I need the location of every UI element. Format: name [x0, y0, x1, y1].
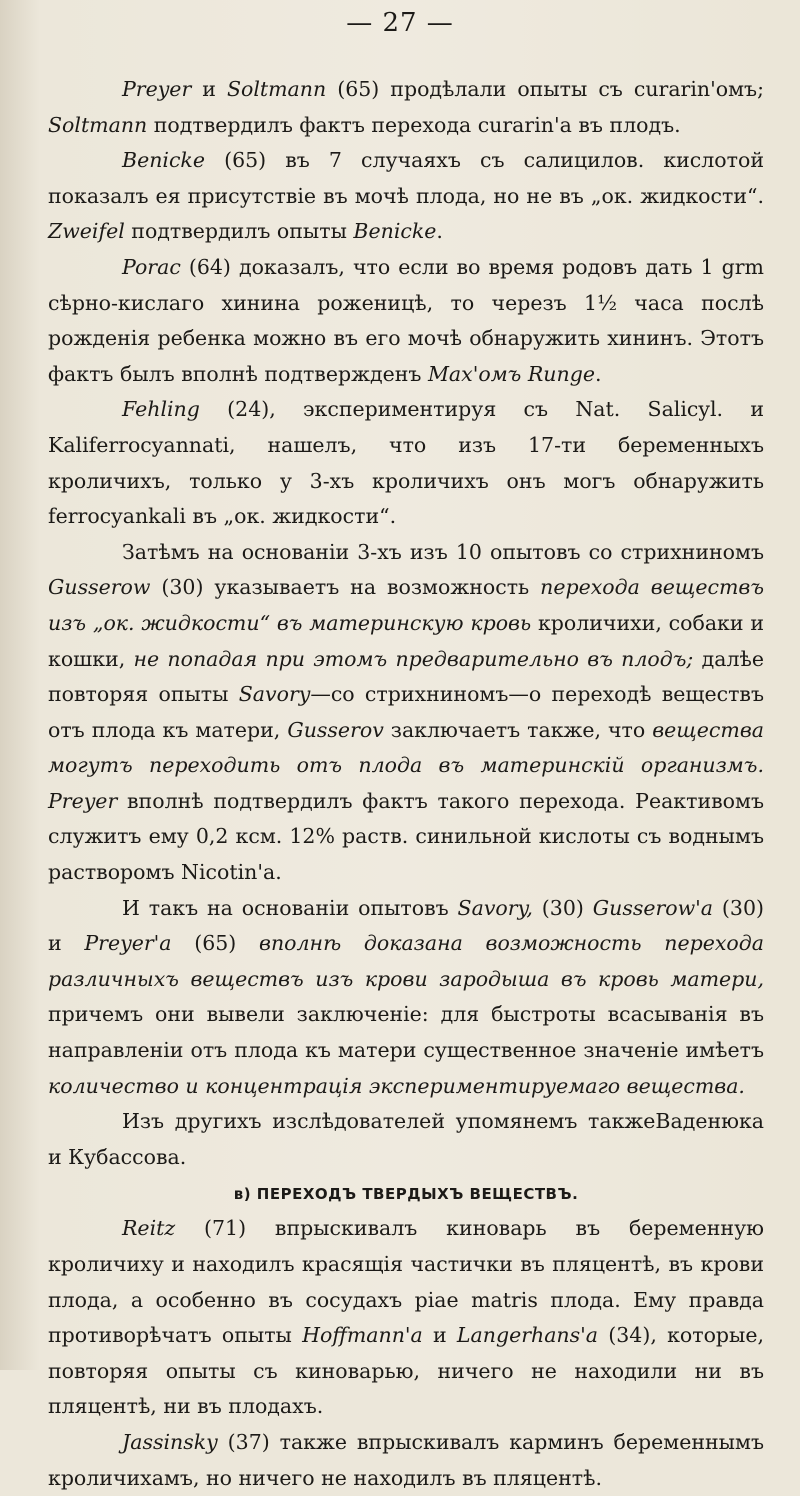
italic-span: Gusserow'a — [592, 895, 714, 920]
text-span: (24), экспериментируя съ Nat. Salicyl. и Kaliferrocyannati, нашелъ, что изъ 17-ти беременныхъ кроличихъ, только у 3-хъ кроличихъ онъ могъ обнаружить ferrocyankali въ „ок. жидкости“. — [48, 397, 764, 529]
italic-span: Benicke — [122, 148, 205, 173]
italic-span: Preyer — [122, 77, 192, 101]
text-span: и — [191, 77, 227, 101]
paragraph-p8 — [48, 1211, 764, 1425]
italic-span: Preyer — [48, 788, 118, 813]
text-span: (65) въ 7 случаяхъ съ салицилов. кислотой показалъ ея присутствіе въ мочѣ плода, но не въ „ок. жидкости“. — [48, 148, 764, 208]
paragraph-p4 — [48, 392, 764, 534]
italic-span: Zweifel — [48, 219, 125, 244]
italic-span: Preyer'a — [84, 931, 172, 956]
italic-span: не попадая при этомъ предварительно въ плодъ; — [133, 646, 694, 671]
italic-span: Savory, — [457, 895, 533, 920]
text-span: Затѣмъ на основаніи 3-хъ изъ 10 опытовъ со стрихниномъ — [122, 539, 764, 564]
text-span: далѣе повторяя опыты — [48, 646, 764, 707]
text-span: . — [436, 219, 443, 244]
italic-span: Porac — [122, 254, 181, 279]
italic-span: Gusserow — [48, 575, 151, 600]
italic-span: Savory — [238, 682, 311, 707]
page-number: — 27 — — [346, 8, 454, 38]
paragraph-group-1 — [48, 72, 764, 1175]
body-text — [48, 72, 764, 1496]
italic-span: Fehling — [122, 397, 200, 422]
italic-span: перехода веществъ изъ „ок. жидкости“ въ материнскую кровь — [48, 575, 764, 635]
paragraph-p7 — [48, 1104, 764, 1175]
paragraph-p5 — [48, 535, 764, 891]
paragraph-p1 — [48, 72, 764, 143]
italic-span: Мах'омъ Runge — [427, 361, 595, 386]
paragraph-p3 — [48, 250, 764, 392]
italic-span: Langerhans'a — [456, 1323, 599, 1348]
text-span: (65) продѣлали опыты съ curarin'омъ; — [326, 77, 764, 101]
section-heading: в) ПЕРЕХОДЪ ТВЕРДЫХЪ ВЕЩЕСТВЪ. — [233, 1185, 579, 1204]
text-span: заключаетъ также, что — [383, 717, 653, 742]
paragraph-group-2 — [48, 1211, 764, 1496]
text-span: подтвердилъ фактъ перехода curarin'a въ плодъ. — [147, 112, 681, 137]
italic-span: Benicke — [353, 219, 437, 244]
text-span: причемъ они вывели заключеніе: для быстроты всасыванія въ направленіи отъ плода къ матери существенное значеніе имѣетъ — [48, 1002, 764, 1063]
text-span: (71) впрыскивалъ киноварь въ беременную кроличиху и находилъ красящія частички въ пляцентѣ, въ крови плода, а особенно въ сосудахъ ріае matris плода. Ему правда противорѣчатъ опыты — [48, 1216, 764, 1348]
italic-span: Jassinsky — [122, 1429, 218, 1454]
italic-span: количество и концентрація экспериментируемаго вещества. — [48, 1073, 745, 1098]
paragraph-p2 — [48, 143, 764, 250]
italic-span: Reitz — [122, 1216, 176, 1241]
italic-span: Soltmann — [226, 77, 327, 101]
paragraph-p6 — [48, 891, 764, 1105]
text-span: И такъ на основаніи опытовъ — [122, 895, 458, 920]
text-span: (34), которые, повторяя опыты съ киноварью, ничего не находили ни въ пляцентѣ, ни въ плодахъ. — [48, 1323, 764, 1419]
text-span: (37) также впрыскивалъ карминъ беременнымъ кроличихамъ, но ничего не находилъ въ пляцентѣ. — [48, 1429, 764, 1490]
text-span: (64) доказалъ, что если во время родовъ дать 1 grm сѣрно-кислаго хинина роженицѣ, то черезъ 1½ часа послѣ рожденія ребенка можно въ его мочѣ обнаружить хининъ. Этотъ фактъ былъ вполнѣ подтвержденъ — [48, 254, 764, 386]
text-span: Изъ другихъ изслѣдователей упомянемъ такжеВаденюка и Кубассова. — [48, 1109, 764, 1169]
text-span: подтвердилъ опыты — [124, 219, 354, 244]
paragraph-p9 — [48, 1425, 764, 1496]
text-span: кроличихи, собаки и кошки, — [48, 610, 764, 671]
text-span: (30) — [532, 895, 593, 920]
text-span: вполнѣ подтвердилъ фактъ такого перехода. Реактивомъ служитъ ему 0,2 ксм. 12% раств. синильной кислоты съ воднымъ растворомъ Nicotin'a. — [48, 788, 764, 885]
text-span: и — [422, 1323, 457, 1348]
italic-span: вполнѣ доказана возможность перехода различныхъ веществъ изъ крови зародыша въ кровь матери, — [48, 931, 764, 991]
italic-span: Gusserov — [287, 717, 384, 742]
text-span: (30) указываетъ на возможность — [150, 575, 541, 600]
text-span: . — [594, 361, 602, 386]
text-span: (65) — [171, 931, 260, 956]
italic-span: Soltmann — [48, 112, 148, 137]
text-span: —со стрихниномъ—о переходѣ веществъ отъ плода къ матери, — [48, 682, 764, 742]
text-span: (30) и — [48, 895, 764, 956]
italic-span: вещества могутъ переходить отъ плода въ материнскій организмъ. — [48, 717, 764, 778]
italic-span: Hoffmann'a — [302, 1323, 423, 1348]
